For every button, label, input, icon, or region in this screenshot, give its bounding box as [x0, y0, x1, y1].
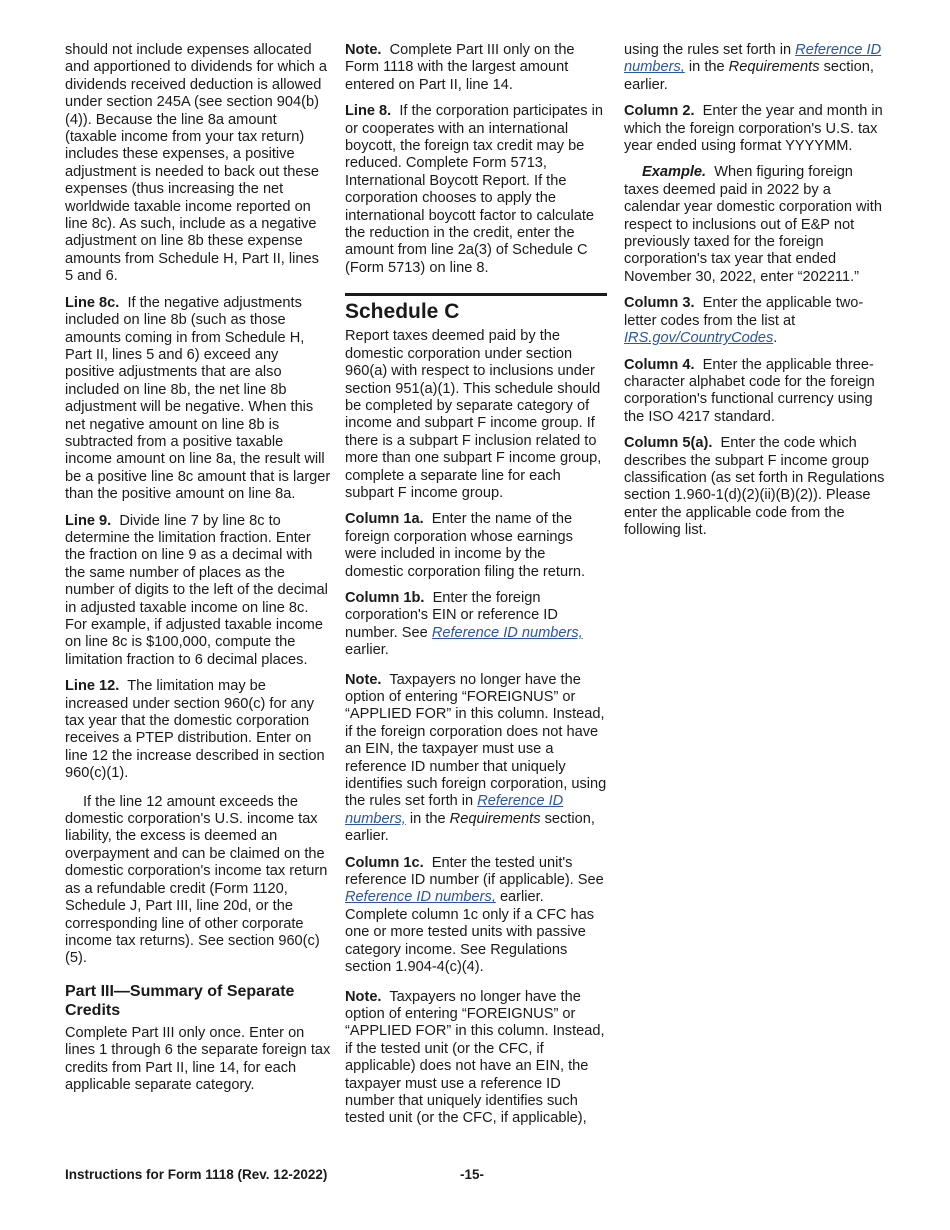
example-label: Example. — [642, 164, 707, 181]
line-8c-label: Line 8c. — [65, 294, 120, 311]
paragraph-note-continued: using the rules set forth in Reference ID numbers, in the Requirements section, earlier. — [624, 42, 882, 93]
column-5a-label: Column 5(a). — [624, 435, 713, 452]
paragraph-line-12-continued: If the line 12 amount exceeds the domestic corporation's U.S. income tax liability, the excess is deemed an overpayment and can be claimed on the domestic corporation's income tax return as a refundable credit (Form 1120, Schedule J, Part III, line 20d, or the corresponding line of other corporate income tax returns). See section 960(c)(5). — [65, 793, 328, 967]
paragraph-line-12: Line 12. The limitation may be increased under section 960(c) for any tax year that the domestic corporation receives a PTEP distribution. Enter on line 12 the increase described in section 960(c)(1). — [65, 678, 325, 782]
line-9-label: Line 9. — [65, 512, 112, 529]
line-12-label: Line 12. — [65, 678, 120, 695]
column-3-label: Column 3. — [624, 295, 695, 312]
paragraph-column-2: Column 2. Enter the year and month in which the foreign corporation's U.S. tax year ended using format YYYYMM. — [624, 103, 883, 155]
column-2 — [345, 42, 607, 1137]
reference-id-link[interactable]: Reference ID numbers, — [345, 889, 496, 906]
paragraph-line-8: Line 8. If the corporation participates in or cooperates with an international boycott, the foreign tax credit may be reduced. Complete Form 5713, International Boycott Report. If the corporation chooses to apply the international boycott factor to calculate the reduction in the credit, enter the amount from line 2a(3) of Schedule C (Form 5713) on line 8. — [345, 103, 603, 276]
schedule-divider — [345, 293, 607, 296]
paragraph-note-part-3: Note. Complete Part III only on the Form 1118 with the largest amount entered on Part II, line 14. — [345, 42, 575, 93]
paragraph-note-column-1b: Note. Taxpayers no longer have the option of entering “FOREIGNUS” or “APPLIED FOR” in this column. Instead, if the foreign corporation does not have an EIN, the taxpayer must use a reference ID number that uniquely identifies such foreign corporation, using the rules set forth in Reference ID numbers, in the Requirements section, earlier. — [345, 671, 607, 845]
reference-id-link[interactable]: Reference ID numbers, — [431, 624, 583, 641]
column-2-label: Column 2. — [624, 103, 695, 120]
paragraph-line8b-continued: should not include expenses allocated and apportioned to dividends for which a dividends received deduction is allowed under section 245A (see section 904(b)(4)). Because the line 8a amount (taxable income from your tax return) includes these expenses, a positive adjustment is needed to back out these expenses (thus increasing the net worldwide taxable income reported on line 8c). As such, include as a negative adjustment on line 8b these expense amounts from Schedule H, Part II, lines 5 and 6. — [65, 42, 328, 285]
reference-id-link[interactable]: Reference ID numbers, — [624, 42, 882, 76]
paragraph-column-1b: Column 1b. Enter the foreign corporation's EIN or reference ID number. See Reference ID numbers, earlier. — [345, 589, 583, 659]
column-1a-label: Column 1a. — [345, 511, 424, 528]
paragraph-column-1a: Column 1a. Enter the name of the foreign corporation whose earnings were included in income by the domestic corporation filing the return. — [345, 511, 586, 580]
schedule-c-heading: Schedule C — [345, 300, 460, 324]
line-8-label: Line 8. — [345, 103, 392, 120]
column-1b-label: Column 1b. — [345, 589, 425, 606]
page-number: -15- — [460, 1167, 485, 1182]
paragraph-column-5a: Column 5(a). Enter the code which describes the subpart F income group classification (as set forth in Regulations section 1.960-1(d)(2)(ii)(B)(2)). Please enter the applicable code from the following list. — [624, 435, 885, 539]
paragraph-column-4: Column 4. Enter the applicable three-character alphabet code for the foreign corporation's functional currency using the ISO 4217 standard. — [624, 356, 875, 425]
paragraph-column-3: Column 3. Enter the applicable two-letter codes from the list at IRS.gov/CountryCodes. — [624, 295, 864, 347]
paragraph-example: Example. When figuring foreign taxes deemed paid in 2022 by a calendar year domestic corporation with respect to inclusions out of E&P not previously taxed for the foreign corporation's tax year that ended November 30, 2022, enter “202211.” — [624, 164, 882, 285]
paragraph-schedule-c: Report taxes deemed paid by the domestic corporation under section 960(a) with respect to inclusions under section 951(a)(1). This schedule should be completed by separate category of income and subpart F income group. If there is a subpart F inclusion related to more than one subpart F income group, complete a separate line for each subpart F income group. — [345, 328, 602, 501]
form-title: Instructions for Form 1118 (Rev. 12-2022) — [65, 1167, 328, 1182]
paragraph-part-3: Complete Part III only once. Enter on lines 1 through 6 the separate foreign tax credits from Part II, line 14, for each applicable separate category. — [65, 1024, 331, 1093]
note-label: Note. — [345, 988, 382, 1005]
paragraph-note-column-1c: Note. Taxpayers no longer have the option of entering “FOREIGNUS” or “APPLIED FOR” in this column. Instead, if the tested unit (or the CFC, if applicable) does not have an EIN, the taxpayer must use a reference ID number that uniquely identifies such tested unit (or the CFC, if applicable), — [345, 988, 605, 1127]
column-1c-label: Column 1c. — [345, 854, 424, 871]
note-label: Note. — [345, 42, 382, 58]
column-4-label: Column 4. — [624, 356, 695, 373]
column-1 — [65, 42, 331, 1103]
note-label: Note. — [345, 671, 382, 688]
column-3 — [624, 42, 886, 549]
paragraph-column-1c: Column 1c. Enter the tested unit's reference ID number (if applicable). See Reference ID numbers, earlier. Complete column 1c only if a CFC has one or more tested units with passive category income. See Regulations section 1.904-4(c)(4). — [345, 854, 604, 976]
reference-id-link[interactable]: Reference ID numbers, — [345, 793, 564, 827]
paragraph-line-8c: Line 8c. If the negative adjustments included on line 8b (such as those amounts coming in from Schedule H, Part II, lines 5 and 6) exceed any positive adjustments that are also included on line 8b, the net line 8b adjustment will be negative. When this net negative amount on line 8b is subtracted from a positive taxable income amount on line 8a, the result will be a positive line 8c amount that is larger than the positive amount on line 8a. — [65, 294, 331, 503]
country-codes-link[interactable]: IRS.gov/CountryCodes — [624, 330, 774, 347]
part-3-heading: Part III—Summary of Separate Credits — [65, 982, 295, 1019]
paragraph-line-9: Line 9. Divide line 7 by line 8c to determine the limitation fraction. Enter the fraction on line 9 as a decimal with the same number of places as the number of digits to the left of the decimal in adjusted taxable income on line 8c. For example, if adjusted taxable income on line 8c is $100,000, compute the limitation fraction to 6 decimal places. — [65, 512, 328, 668]
